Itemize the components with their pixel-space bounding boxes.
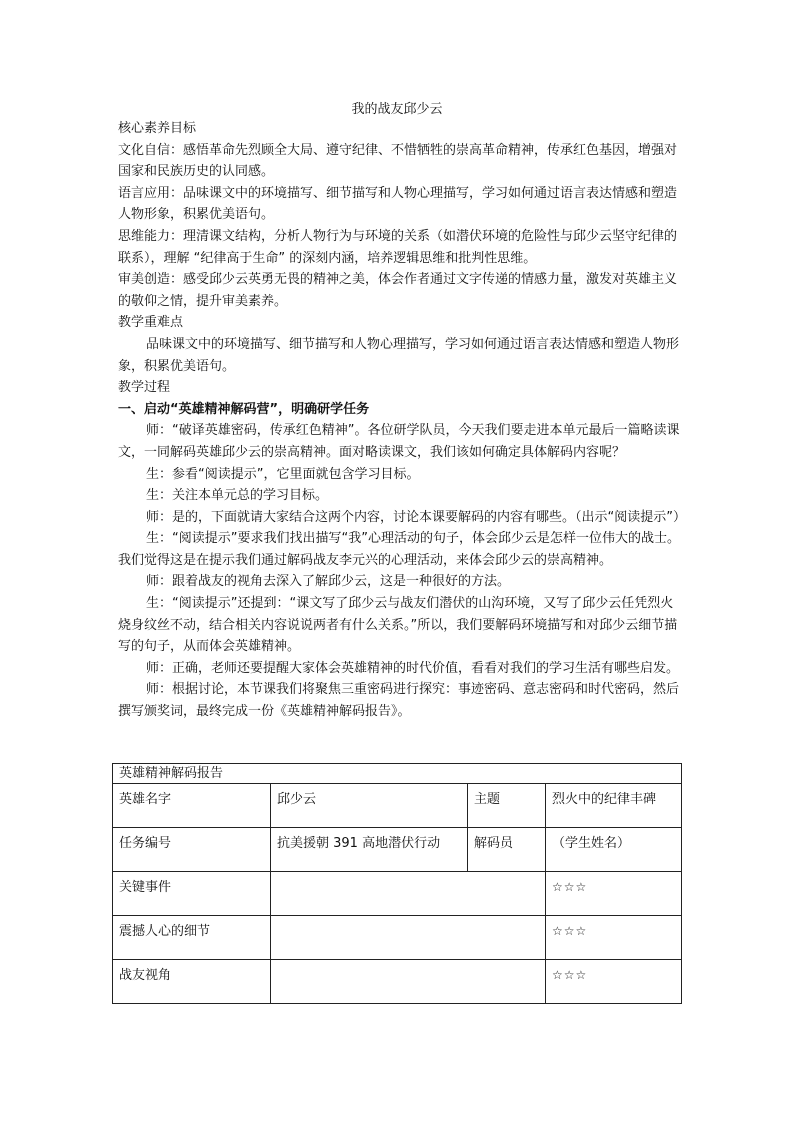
star-rating[interactable]: ☆☆☆ [546, 960, 682, 1004]
decoder-label: 解码员 [468, 828, 546, 872]
dialogue-line: 生：参看“阅读提示”，它里面就包含学习目标。 [146, 466, 420, 482]
document-body [118, 118, 686, 723]
theme-value: 烈火中的纪律丰碑 [546, 784, 682, 828]
star-rating[interactable]: ☆☆☆ [546, 916, 682, 960]
key-points-paragraph: 品味课文中的环境描写、细节描写和人物心理描写，学习如何通过语言表达情感和塑造人物形象，积累优美语句。 [118, 336, 680, 374]
hero-name-value: 邱少云 [271, 784, 468, 828]
theme-label: 主题 [468, 784, 546, 828]
dialogue-line: 生：“阅读提示”还提到：“课文写了邱少云与战友们潜伏的山沟环境，又写了邱少云任凭烈火烧身纹丝不动，结合相关内容说说两者有什么关系。”所以，我们要解码环境描写和对邱少云细节描写的句子，从而体会英雄精神。 [118, 596, 678, 655]
report-table-header: 英雄精神解码报告 [113, 764, 682, 784]
table-row-label: 关键事件 [113, 872, 271, 916]
dialogue-line: 师：是的，下面就请大家结合这两个内容，讨论本课要解码的内容有哪些。（出示“阅读提示”） [146, 509, 686, 525]
goal-paragraph: 审美创造：感受邱少云英勇无畏的精神之美，体会作者通过文字传递的情感力量，激发对英雄主义的敬仰之情，提升审美素养。 [118, 272, 678, 309]
dialogue-line: 生：“阅读提示”要求我们找出描写“我”心理活动的句子，体会邱少云是怎样一位伟大的战士。我们觉得这是在提示我们通过解码战友李元兴的心理活动，来体会邱少云的崇高精神。 [118, 531, 680, 568]
goal-paragraph: 文化自信：感悟革命先烈顾全大局、遵守纪律、不惜牺牲的崇高革命精神，传承红色基因，增强对国家和民族历史的认同感。 [118, 142, 678, 180]
dialogue-line: 师：跟着战友的视角去深入了解邱少云，这是一种很好的方法。 [146, 574, 511, 590]
dialogue-line: 师：正确，老师还要提醒大家体会英雄精神的时代价值，看看对我们的学习生活有哪些启发。 [146, 660, 680, 676]
dialogue-line: 生：关注本单元总的学习目标。 [146, 488, 329, 504]
star-rating[interactable]: ☆☆☆ [546, 872, 682, 916]
section-heading-core-goals: 核心素养目标 [118, 121, 197, 136]
task-number-value: 抗美援朝 391 高地潜伏行动 [271, 828, 468, 872]
table-row-label: 战友视角 [113, 960, 271, 1004]
document-title: 我的战友邱少云 [351, 102, 443, 117]
goal-paragraph: 思维能力：理清课文结构，分析人物行为与环境的关系（如潜伏环境的危险性与邱少云坚守纪律的联系），理解 “纪律高于生命” 的深刻内涵，培养逻辑思维和批判性思维。 [118, 228, 678, 266]
decoder-value: （学生姓名） [546, 828, 682, 872]
table-row-input-cell[interactable] [271, 872, 546, 916]
section-heading-key-points: 教学重难点 [118, 315, 184, 331]
table-row-input-cell[interactable] [271, 916, 546, 960]
dialogue-line: 师：根据讨论，本节课我们将聚焦三重密码进行探究：事迹密码、意志密码和时代密码，然后撰写颁奖词，最终完成一份《英雄精神解码报告》。 [118, 682, 680, 720]
goal-paragraph: 语言应用：品味课文中的环境描写、细节描写和人物心理描写，学习如何通过语言表达情感和塑造人物形象，积累优美语句。 [118, 185, 678, 223]
table-row-input-cell[interactable] [271, 960, 546, 1004]
section-heading-process: 教学过程 [118, 380, 171, 396]
table-row-label: 震撼人心的细节 [113, 916, 271, 960]
step-heading: 一、启动“英雄精神解码营”，明确研学任务 [118, 401, 370, 417]
dialogue-line: 师：“破译英雄密码，传承红色精神”。各位研学队员，今天我们要走进本单元最后一篇略读课文，一同解码英雄邱少云的崇高精神。面对略读课文，我们该如何确定具体解码内容呢？ [118, 423, 680, 460]
task-number-label: 任务编号 [113, 828, 271, 872]
hero-decoding-report-table [112, 763, 682, 1004]
hero-name-label: 英雄名字 [113, 784, 271, 828]
